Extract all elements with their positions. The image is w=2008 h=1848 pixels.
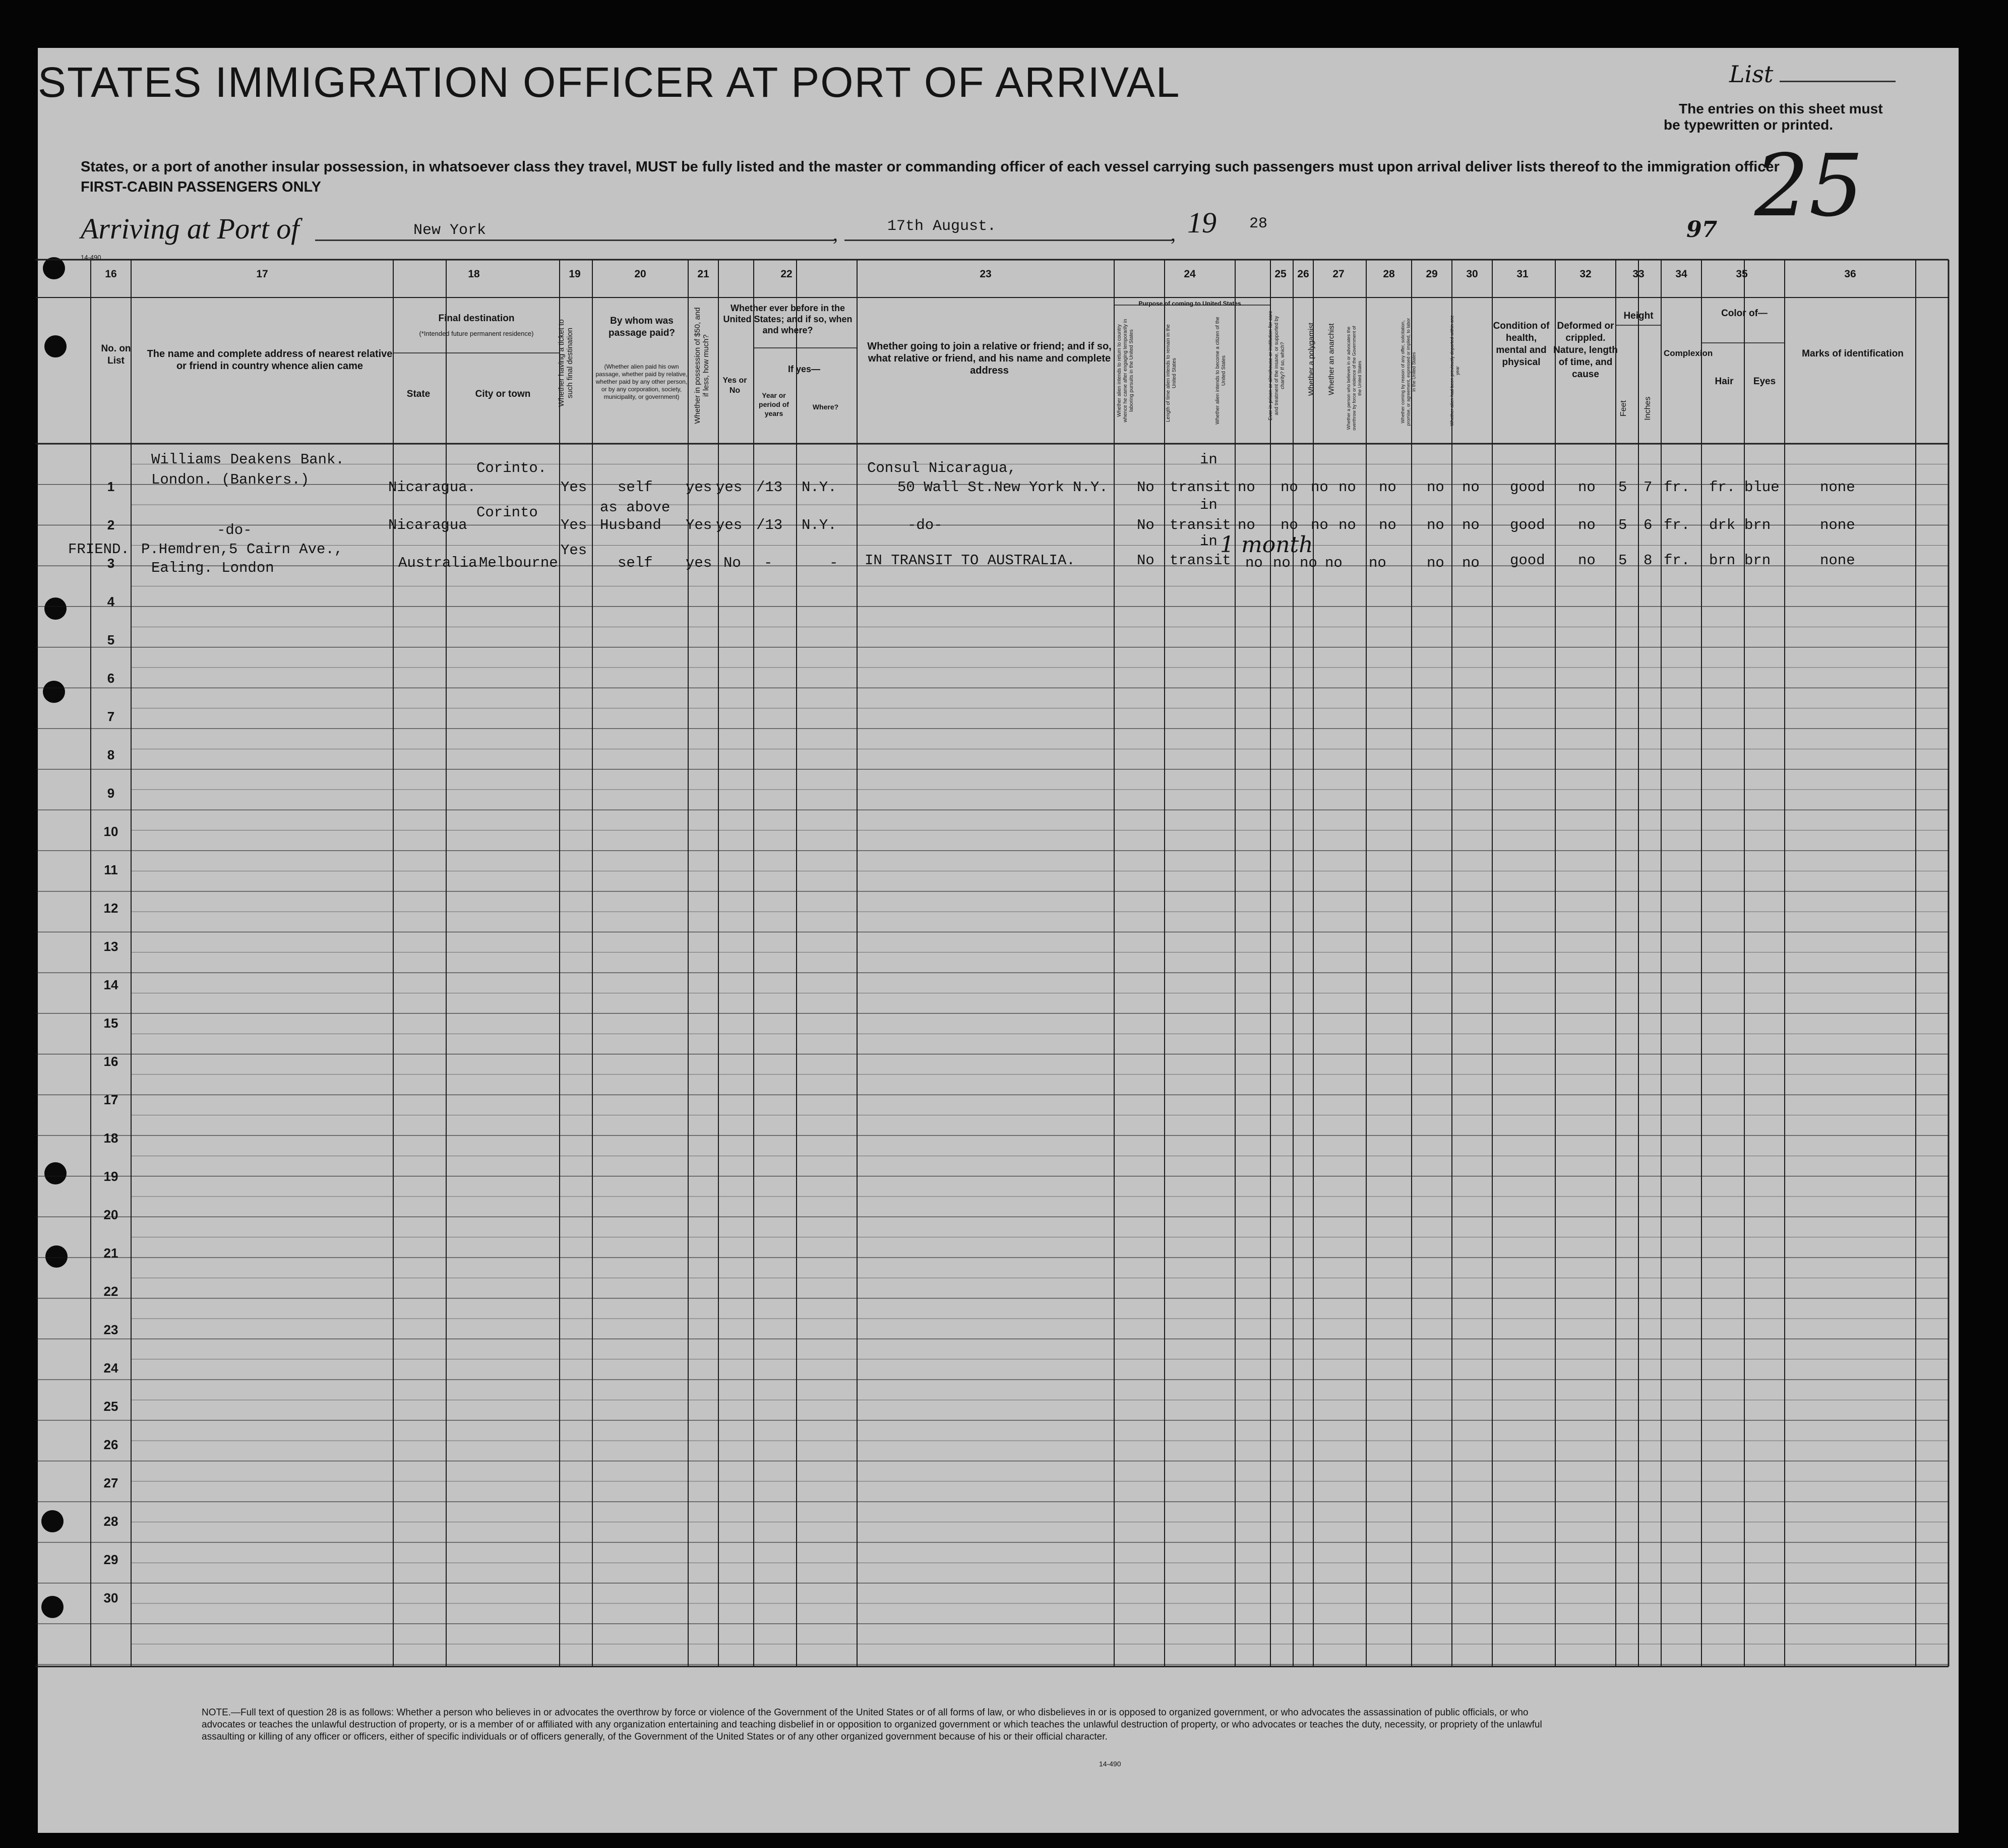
footnote: NOTE.—Full text of question 28 is as follows: Whether a person who believes in or advocates the overthrow by force or violence of the Government of the United States or of all forms of law, or who disbelieves in or is opposed to organized government, or who advocates the assassination of public officials, or who advocates or teaches the unlawful destruction of property, or is a member of or affiliated with any organization entertaining and teaching disbelief in or opposition to organized government or which teaches the unlawful destruction of property, or who advocates or teaches the duty, necessity, or propriety of the unlawful assaulting or killing of any officer or officers, either of specific individuals or of officers generally, of the Government of the United States or of any other organized government because of his or their official character. xyxy=(202,1707,1542,1742)
polygamist: no xyxy=(1311,517,1328,533)
row-number: 9 xyxy=(107,786,115,801)
inches: 8 xyxy=(1644,552,1653,569)
row-number: 4 xyxy=(107,594,115,609)
column-number: 23 xyxy=(980,268,992,280)
inches: 6 xyxy=(1644,517,1653,533)
column-number: 24 xyxy=(1184,268,1196,280)
years: /13 xyxy=(756,479,783,496)
citizen: no xyxy=(1238,479,1255,496)
header-final-destination: Final destination xyxy=(438,313,515,324)
column-number: 30 xyxy=(1466,268,1478,280)
row-number: 16 xyxy=(103,1054,118,1069)
typewritten-note-1: The entries on this sheet must xyxy=(1679,101,1883,116)
city: Corinto xyxy=(476,504,538,521)
state: Nicaragua xyxy=(388,517,467,533)
prison: no xyxy=(1281,517,1298,533)
return: No xyxy=(1137,479,1154,496)
offer: no xyxy=(1427,555,1444,571)
stamp-number: 97 xyxy=(1686,217,1718,243)
column-number: 31 xyxy=(1516,268,1529,280)
header-where: Where? xyxy=(812,403,839,411)
column-number: 20 xyxy=(634,268,646,280)
row-number: 1 xyxy=(107,479,115,494)
row-number: 14 xyxy=(103,977,118,992)
polygamist: no xyxy=(1300,555,1317,571)
row-number: 29 xyxy=(103,1552,118,1567)
form-subtitle: States, or a port of another insular possession, in whatsoever class they travel, MUST be fully listed and the master or commanding officer of each vessel carrying such passengers must upon arrival deliver lists thereof to the immigration officer xyxy=(81,159,1780,175)
citizen: no xyxy=(1238,517,1255,533)
form-number-top: 14-490 xyxy=(81,254,101,261)
where: N.Y. xyxy=(802,517,837,533)
column-number: 21 xyxy=(697,268,709,280)
row-number: 30 xyxy=(103,1590,118,1605)
header-overthrow: Whether a person who believes in or advocates the overthrow by force or violence of the Government of the United States xyxy=(1346,326,1362,431)
column-number: 29 xyxy=(1426,268,1438,280)
row-number: 21 xyxy=(103,1245,118,1261)
join-line1: Consul Nicaragua, xyxy=(867,460,1016,476)
header-yes-no: Yes or No xyxy=(722,376,747,395)
deformed: no xyxy=(1578,517,1596,533)
row-number: 18 xyxy=(103,1130,118,1146)
length-line2: transit xyxy=(1170,552,1231,569)
deported: no xyxy=(1462,479,1480,496)
fifty-dollars: Yes xyxy=(686,517,712,533)
eyes: brn xyxy=(1744,552,1771,569)
header-feet: Feet xyxy=(1619,400,1628,417)
offer: no xyxy=(1427,479,1444,496)
eyes: brn xyxy=(1744,517,1771,533)
row-number: 24 xyxy=(103,1360,118,1376)
prison: no xyxy=(1273,555,1291,571)
years: /13 xyxy=(756,517,783,533)
ticket: Yes xyxy=(561,517,587,533)
relative-line1: P.Hemdren,5 Cairn Ave., xyxy=(141,541,343,558)
complexion: fr. xyxy=(1664,517,1690,533)
header-eyes: Eyes xyxy=(1753,376,1776,387)
feet: 5 xyxy=(1618,479,1627,496)
row-number: 26 xyxy=(103,1437,118,1452)
row-number: 6 xyxy=(107,671,115,686)
header-no-on-list: No. on List xyxy=(101,343,131,366)
years: - xyxy=(764,555,773,571)
comma-separator: , xyxy=(833,222,838,245)
header-offer: Whether coming by reason of any offer, solicitation, promise, or agreement, expressed or implied, to labor in the United States xyxy=(1400,318,1417,426)
inches: 7 xyxy=(1644,479,1653,496)
length-line1: in xyxy=(1200,497,1218,513)
form-title: STATES IMMIGRATION OFFICER AT PORT OF ARRIVAL xyxy=(38,58,1181,106)
row-number: 23 xyxy=(103,1322,118,1337)
relative-line1: Williams Deakens Bank. xyxy=(151,451,344,468)
paid-by: self xyxy=(618,555,653,571)
header-relative: The name and complete address of nearest relative or friend in country whence alien came xyxy=(147,348,393,372)
row-number: 20 xyxy=(103,1207,118,1222)
header-paid-by: By whom was passage paid? xyxy=(609,316,675,338)
hair: fr. xyxy=(1709,479,1736,496)
row-number: 13 xyxy=(103,939,118,954)
relation-prefix: FRIEND. xyxy=(68,541,130,558)
header-purpose: Purpose of coming to United States xyxy=(1138,300,1241,307)
header-paid-by-note: (Whether alien paid his own passage, whether paid by relative, whether paid by any other person, or by any corporation, society, municipality, or government) xyxy=(595,363,688,400)
row-number: 8 xyxy=(107,747,115,762)
complexion: fr. xyxy=(1664,479,1690,496)
row-number: 22 xyxy=(103,1284,118,1299)
header-prison: Ever in prison or almshouse or institution for care and treatment of the insane, or supported by charity? If so, which? xyxy=(1268,311,1286,421)
fifty-dollars: yes xyxy=(686,555,712,571)
join-line2: 50 Wall St.New York N.Y. xyxy=(897,479,1108,496)
anarchist: no xyxy=(1338,517,1356,533)
header-length-of-time: Length of time alien intends to remain in the United States xyxy=(1166,324,1177,423)
row-number: 11 xyxy=(104,862,118,877)
feet: 5 xyxy=(1618,552,1627,569)
join-line1: IN TRANSIT TO AUSTRALIA. xyxy=(865,552,1075,569)
deformed: no xyxy=(1578,479,1596,496)
overthrow: no xyxy=(1379,517,1396,533)
header-city: City or town xyxy=(475,389,531,399)
row-number: 19 xyxy=(103,1169,118,1184)
ticket: Yes xyxy=(561,542,587,559)
comma-separator: , xyxy=(1171,222,1176,245)
relative-line2: London. (Bankers.) xyxy=(151,471,310,488)
row-number: 5 xyxy=(107,632,115,647)
relative-line2: -do- xyxy=(217,522,252,539)
health: good xyxy=(1510,517,1545,533)
length-line2: transit xyxy=(1170,479,1231,496)
offer: no xyxy=(1427,517,1444,533)
fifty-dollars: yes xyxy=(686,479,712,496)
relative-line2: Ealing. London xyxy=(151,560,274,576)
row-number: 17 xyxy=(103,1092,118,1107)
header-if-yes: If yes— xyxy=(787,364,821,374)
year-prefix: 19 xyxy=(1187,206,1216,239)
row-number: 28 xyxy=(103,1514,118,1529)
header-height: Height xyxy=(1623,311,1654,321)
return: No xyxy=(1137,552,1154,569)
column-number: 27 xyxy=(1332,268,1345,280)
citizen: no xyxy=(1245,555,1263,571)
city: Melbourne xyxy=(479,555,558,571)
length-line1: in xyxy=(1200,533,1218,550)
header-ever-before: Whether ever before in the United States; and if so, when and where? xyxy=(723,303,853,335)
column-number: 17 xyxy=(256,268,268,280)
anarchist: no xyxy=(1338,479,1356,496)
anarchist: no xyxy=(1325,555,1343,571)
hair: brn xyxy=(1709,552,1736,569)
polygamist: no xyxy=(1311,479,1328,496)
year-suffix: 28 xyxy=(1249,215,1268,232)
deported: no xyxy=(1462,555,1480,571)
typewritten-note-2: be typewritten or printed. xyxy=(1664,117,1834,133)
prison: no xyxy=(1281,479,1298,496)
row-number: 27 xyxy=(103,1475,118,1491)
column-number: 35 xyxy=(1736,268,1748,280)
header-hair: Hair xyxy=(1715,376,1734,387)
state: Nicaragua. xyxy=(388,479,476,496)
where: - xyxy=(829,555,838,571)
column-number: 28 xyxy=(1383,268,1395,280)
date-value: 17th August. xyxy=(887,218,997,235)
health: good xyxy=(1510,479,1545,496)
header-complexion: Complexion xyxy=(1664,348,1713,358)
row-number: 10 xyxy=(103,824,118,839)
arriving-label: Arriving at Port of xyxy=(81,212,299,245)
header-deported: Whether alien had been previously deported within one year xyxy=(1449,315,1460,426)
column-number: 16 xyxy=(105,268,117,280)
length-handwritten: 1 month xyxy=(1220,532,1313,558)
paid-by: self xyxy=(618,479,653,496)
form-number-bottom: 14-490 xyxy=(1099,1760,1121,1768)
city: Corinto. xyxy=(476,460,547,476)
marks: none xyxy=(1820,517,1855,533)
sheet-number: 25 xyxy=(1754,136,1864,236)
ever-before: yes xyxy=(716,479,743,496)
column-number: 22 xyxy=(780,268,793,280)
header-marks: Marks of identification xyxy=(1802,348,1904,359)
row-number: 12 xyxy=(103,901,118,916)
ever-before: No xyxy=(723,555,741,571)
header-inches: Inches xyxy=(1644,396,1652,421)
column-number: 32 xyxy=(1579,268,1592,280)
header-final-destination-note: (*Intended future permanent residence) xyxy=(419,330,534,337)
complexion: fr. xyxy=(1664,552,1690,569)
header-year: Year or period of years xyxy=(759,391,789,418)
paid-by-line1: as above xyxy=(600,499,671,516)
header-join-relative: Whether going to join a relative or friend; and if so, what relative or friend, and his name and complete address xyxy=(867,341,1112,376)
eyes: blue xyxy=(1744,479,1780,496)
overthrow: no xyxy=(1369,555,1386,571)
header-state: State xyxy=(406,389,431,399)
list-label: List xyxy=(1729,61,1774,88)
return: No xyxy=(1137,517,1154,533)
port-value: New York xyxy=(413,222,486,239)
where: N.Y. xyxy=(802,479,837,496)
column-number: 25 xyxy=(1274,268,1287,280)
column-number: 18 xyxy=(468,268,480,280)
column-number: 26 xyxy=(1297,268,1309,280)
row-number: 7 xyxy=(107,709,115,724)
length-line1: in xyxy=(1200,451,1218,468)
feet: 5 xyxy=(1618,517,1627,533)
row-number: 15 xyxy=(103,1016,118,1031)
class-line: FIRST-CABIN PASSENGERS ONLY xyxy=(81,179,321,195)
header-ticket: Whether having a ticket to such final destination xyxy=(557,319,574,407)
header-color: Color of— xyxy=(1721,308,1768,319)
deformed: no xyxy=(1578,552,1596,569)
health: good xyxy=(1510,552,1545,569)
column-number: 36 xyxy=(1844,268,1856,280)
column-number: 19 xyxy=(569,268,581,280)
header-fifty-dollars: Whether in possession of $50, and if less, how much? xyxy=(693,307,710,424)
marks: none xyxy=(1820,552,1855,569)
deported: no xyxy=(1462,517,1480,533)
ever-before: yes xyxy=(716,517,743,533)
column-number: 34 xyxy=(1675,268,1687,280)
header-polygamist: Whether a polygamist xyxy=(1307,322,1316,396)
header-health: Condition of health, mental and physical xyxy=(1493,321,1550,368)
length-line2: transit xyxy=(1170,517,1231,533)
header-anarchist: Whether an anarchist xyxy=(1327,323,1336,395)
row-number: 2 xyxy=(107,517,115,532)
overthrow: no xyxy=(1379,479,1396,496)
row-number: 3 xyxy=(107,556,115,571)
column-number: 33 xyxy=(1632,268,1645,280)
hair: drk xyxy=(1709,517,1736,533)
ticket: Yes xyxy=(561,479,587,496)
paid-by: Husband xyxy=(600,517,661,533)
marks: none xyxy=(1820,479,1855,496)
header-citizen: Whether alien intends to become a citizen of the United States xyxy=(1215,317,1227,425)
header-deformed: Deformed or crippled. Nature, length of time, and cause xyxy=(1553,321,1618,380)
state: Australia xyxy=(398,555,477,571)
header-return: Whether alien intends to return to country whence he came after engaging temporarily in laboring pursuits in the United States xyxy=(1117,319,1134,423)
row-number: 25 xyxy=(103,1399,118,1414)
join-line2: -do- xyxy=(907,517,943,533)
